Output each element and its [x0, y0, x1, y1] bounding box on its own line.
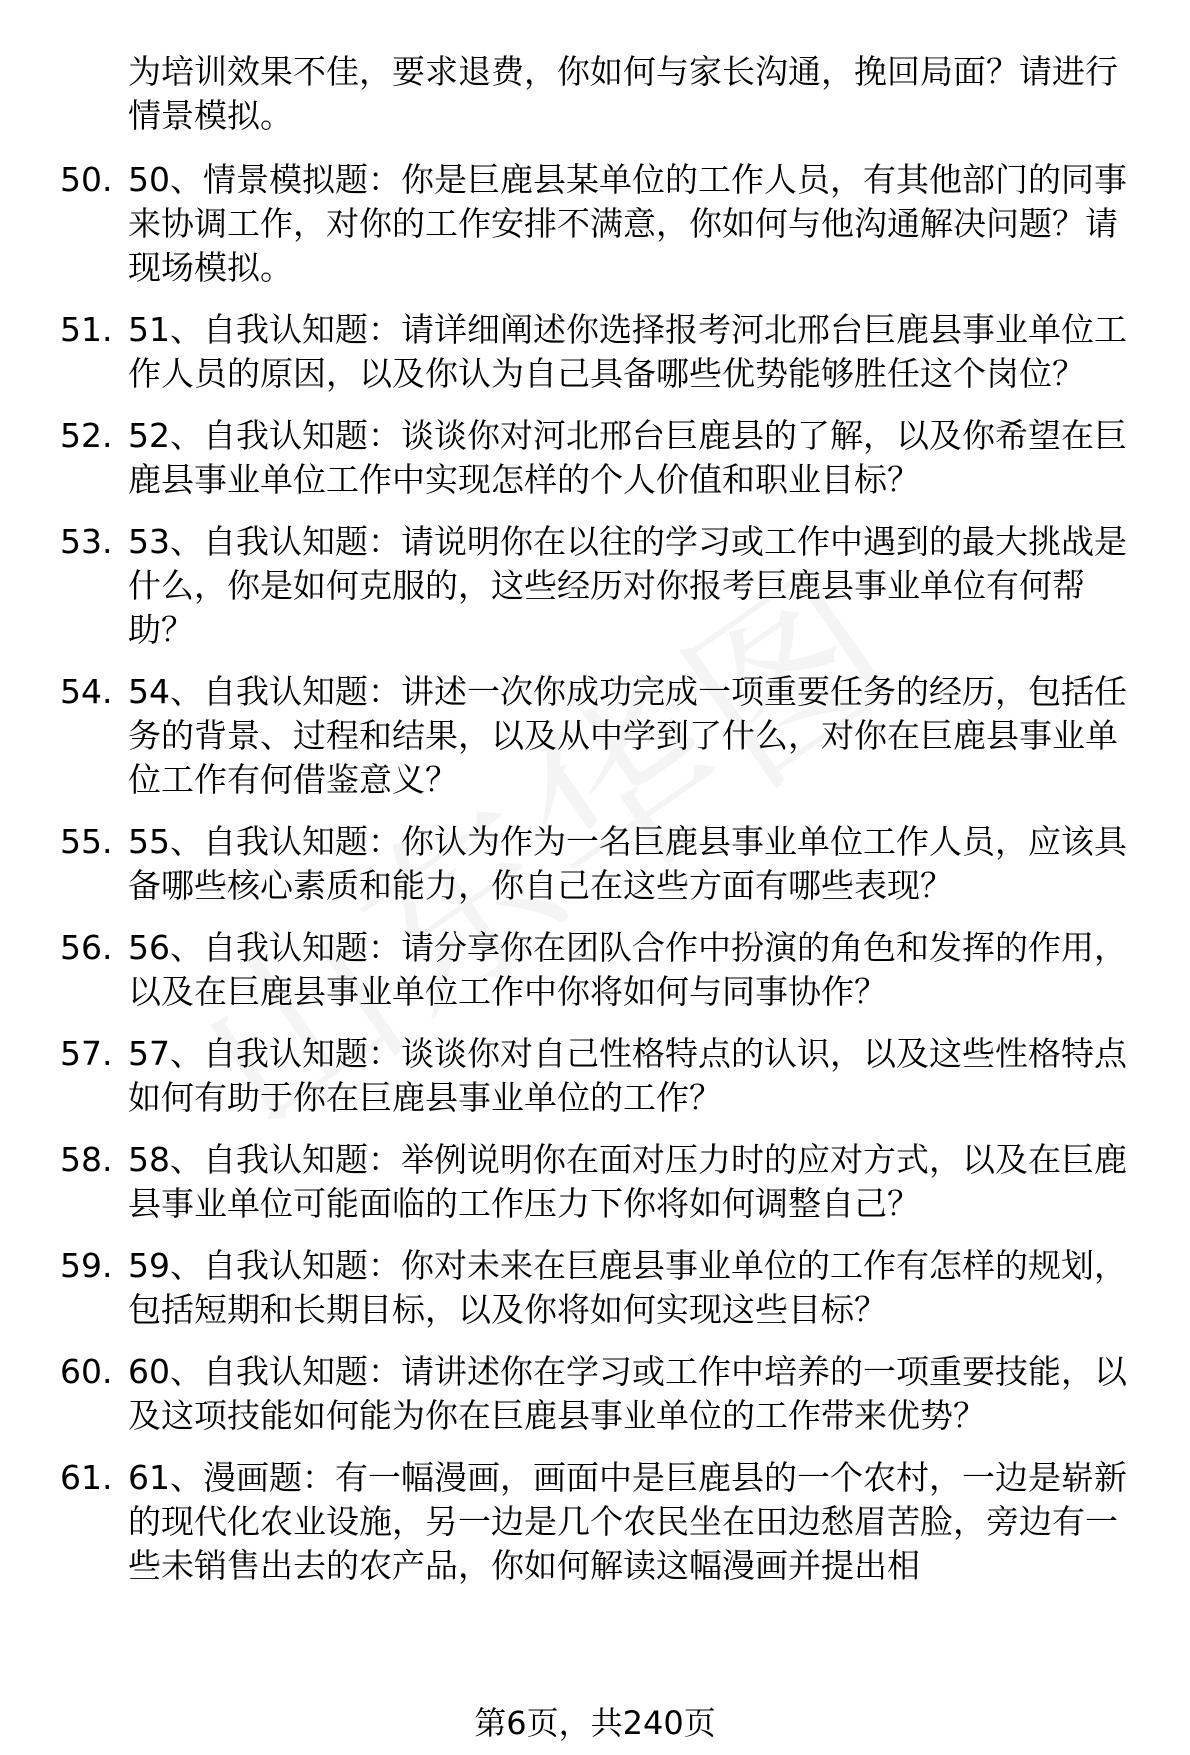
- item-number: 54.: [60, 672, 113, 711]
- item-text: 59、自我认知题：你对未来在巨鹿县事业单位的工作有怎样的规划，包括短期和长期目标，以及你将如何实现这些目标？: [128, 1246, 1127, 1329]
- item-text: 51、自我认知题：请详细阐述你选择报考河北邢台巨鹿县事业单位工作人员的原因，以及你认为自己具备哪些优势能够胜任这个岗位？: [128, 310, 1127, 393]
- list-item: [60, 820, 1150, 908]
- item-text: 55、自我认知题：你认为作为一名巨鹿县事业单位工作人员，应该具备哪些核心素质和能力，你自己在这些方面有哪些表现？: [128, 822, 1127, 905]
- item-text: 53、自我认知题：请说明你在以往的学习或工作中遇到的最大挑战是什么，你是如何克服的，这些经历对你报考巨鹿县事业单位有何帮助？: [128, 522, 1127, 649]
- item-text: 57、自我认知题：谈谈你对自己性格特点的认识，以及这些性格特点如何有助于你在巨鹿县事业单位的工作？: [128, 1034, 1127, 1117]
- list-item: [60, 520, 1150, 652]
- item-number: 58.: [60, 1140, 113, 1179]
- item-number: 56.: [60, 928, 113, 967]
- continuation-paragraph: 为培训效果不佳，要求退费，你如何与家长沟通，挽回局面？请进行情景模拟。: [128, 52, 1118, 135]
- list-item: [60, 1350, 1150, 1438]
- item-number: 51.: [60, 310, 113, 349]
- list-item: [60, 1456, 1150, 1588]
- item-text: 60、自我认知题：请讲述你在学习或工作中培养的一项重要技能，以及这项技能如何能为你在巨鹿县事业单位的工作带来优势？: [128, 1352, 1127, 1435]
- page-footer: 第6页，共240页: [474, 1704, 716, 1742]
- item-text: 50、情景模拟题：你是巨鹿县某单位的工作人员，有其他部门的同事来协调工作，对你的工作安排不满意，你如何与他沟通解决问题？请现场模拟。: [128, 160, 1127, 287]
- list-item: [60, 926, 1150, 1014]
- item-number: 52.: [60, 416, 113, 455]
- list-item: [60, 158, 1150, 290]
- list-item: [60, 308, 1150, 396]
- item-number: 53.: [60, 522, 113, 561]
- item-text: 61、漫画题：有一幅漫画，画面中是巨鹿县的一个农村，一边是崭新的现代化农业设施，另一边是几个农民坐在田边愁眉苦脸，旁边有一些未销售出去的农产品，你如何解读这幅漫画并提出相: [128, 1458, 1127, 1585]
- item-number: 60.: [60, 1352, 113, 1391]
- question-list: [60, 50, 1150, 1606]
- item-text: 56、自我认知题：请分享你在团队合作中扮演的角色和发挥的作用，以及在巨鹿县事业单位工作中你将如何与同事协作？: [128, 928, 1127, 1011]
- list-item: [60, 1032, 1150, 1120]
- item-text: 58、自我认知题：举例说明你在面对压力时的应对方式，以及在巨鹿县事业单位可能面临的工作压力下你将如何调整自己？: [128, 1140, 1127, 1223]
- list-item: [60, 1244, 1150, 1332]
- item-number: 61.: [60, 1458, 113, 1497]
- item-text: 52、自我认知题：谈谈你对河北邢台巨鹿县的了解，以及你希望在巨鹿县事业单位工作中实现怎样的个人价值和职业目标？: [128, 416, 1127, 499]
- item-number: 55.: [60, 822, 113, 861]
- item-number: 50.: [60, 160, 113, 199]
- item-text: 54、自我认知题：讲述一次你成功完成一项重要任务的经历，包括任务的背景、过程和结果，以及从中学到了什么，对你在巨鹿县事业单位工作有何借鉴意义？: [128, 672, 1127, 799]
- item-number: 59.: [60, 1246, 113, 1285]
- item-number: 57.: [60, 1034, 113, 1073]
- list-item: [60, 670, 1150, 802]
- list-item: [60, 1138, 1150, 1226]
- list-item: [60, 414, 1150, 502]
